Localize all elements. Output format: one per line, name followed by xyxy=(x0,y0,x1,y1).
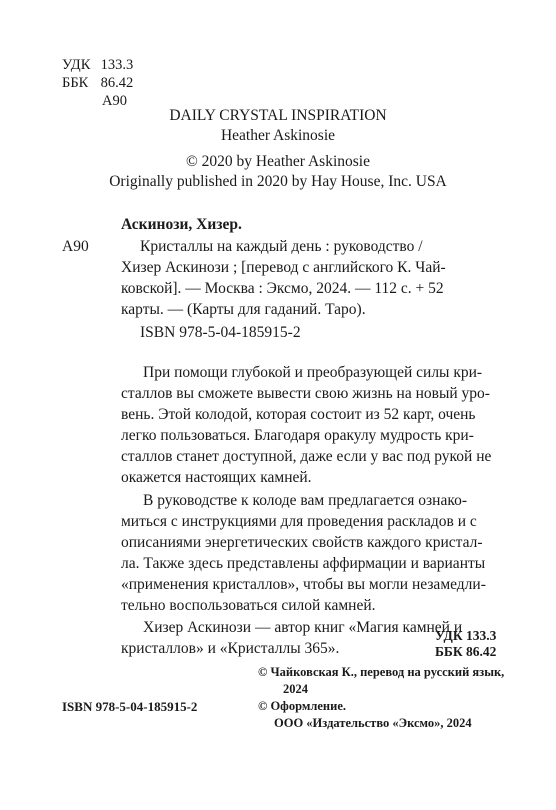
copyright-translation-line-2: 2024 xyxy=(283,682,308,696)
annotation-p1-line-1: При помощи глубокой и преобразующей силы кри- xyxy=(143,364,483,381)
annotation-p2-line-5: «применения кристаллов», чтобы вы могли незамедли- xyxy=(121,576,486,593)
record-line-3: ковской]. — Москва : Эксмо, 2024. — 112 с. + 52 xyxy=(121,280,444,297)
original-title: DAILY CRYSTAL INSPIRATION xyxy=(169,107,387,124)
annotation-p3-line-2: кристаллов» и «Кристаллы 365». xyxy=(121,640,340,657)
record-line-2: Хизер Аскинози ; [перевод с английского К. Чай- xyxy=(121,259,446,276)
copyright-design-line-1: © Оформление. xyxy=(258,699,347,713)
annotation-p1-line-2: сталлов вы сможете вывести свою жизнь на новый уро- xyxy=(121,385,490,402)
annotation-p2-line-3: описаниями энергетических свойств каждого кристал- xyxy=(121,534,483,551)
udk-value: 133.3 xyxy=(100,57,134,73)
annotation-p2-line-6: тельно воспользоваться силой камней. xyxy=(121,597,376,614)
record-line-4: карты. — (Карты для гаданий. Таро). xyxy=(121,301,366,318)
footer-udk: УДК 133.3 xyxy=(435,628,497,643)
annotation-p2-line-4: ла. Также здесь представлены аффирмации и варианты xyxy=(121,555,486,572)
udk-line xyxy=(62,56,133,74)
annotation-p2-line-1: В руководстве к колоде вам предлагается ознако- xyxy=(143,492,467,509)
original-author: Heather Askinosie xyxy=(220,127,336,144)
record-isbn: ISBN 978-5-04-185915-2 xyxy=(140,324,301,341)
original-copyright: © 2020 by Heather Askinosie xyxy=(186,153,370,170)
record-mark: А90 xyxy=(62,238,89,255)
author-mark: А90 xyxy=(102,93,127,109)
record-author-heading: Аскинози, Хизер. xyxy=(121,216,242,233)
udk-label: УДК xyxy=(62,57,91,73)
bbk-value: 86.42 xyxy=(100,75,134,91)
footer-isbn: ISBN 978-5-04-185915-2 xyxy=(62,699,198,714)
record-line-1: Кристаллы на каждый день : руководство / xyxy=(140,238,423,255)
bbk-label: ББК xyxy=(62,75,89,91)
annotation-p1-line-4: легко пользоваться. Благодаря оракулу мудрость кри- xyxy=(121,427,474,444)
bbk-line xyxy=(62,74,133,92)
annotation-p1-line-5: сталлов станет доступной, даже если у вас под рукой не xyxy=(121,448,492,465)
copyright-design-line-2: ООО «Издательство «Эксмо», 2024 xyxy=(274,716,472,730)
annotation-p1-line-3: вень. Этой колодой, которая состоит из 52 карт, очень xyxy=(121,406,476,423)
footer-bbk: ББК 86.42 xyxy=(435,644,497,659)
annotation-p2-line-2: миться с инструкциями для проведения раскладов и с xyxy=(121,513,477,530)
copyright-translation-line-1: © Чайковская К., перевод на русский язык, xyxy=(258,665,505,679)
annotation-p1-line-6: окажется настоящих камней. xyxy=(121,469,312,486)
annotation-p3-line-1: Хизер Аскинози — автор книг «Магия камней и xyxy=(143,619,463,636)
original-published: Originally published in 2020 by Hay House, Inc. USA xyxy=(109,173,447,190)
